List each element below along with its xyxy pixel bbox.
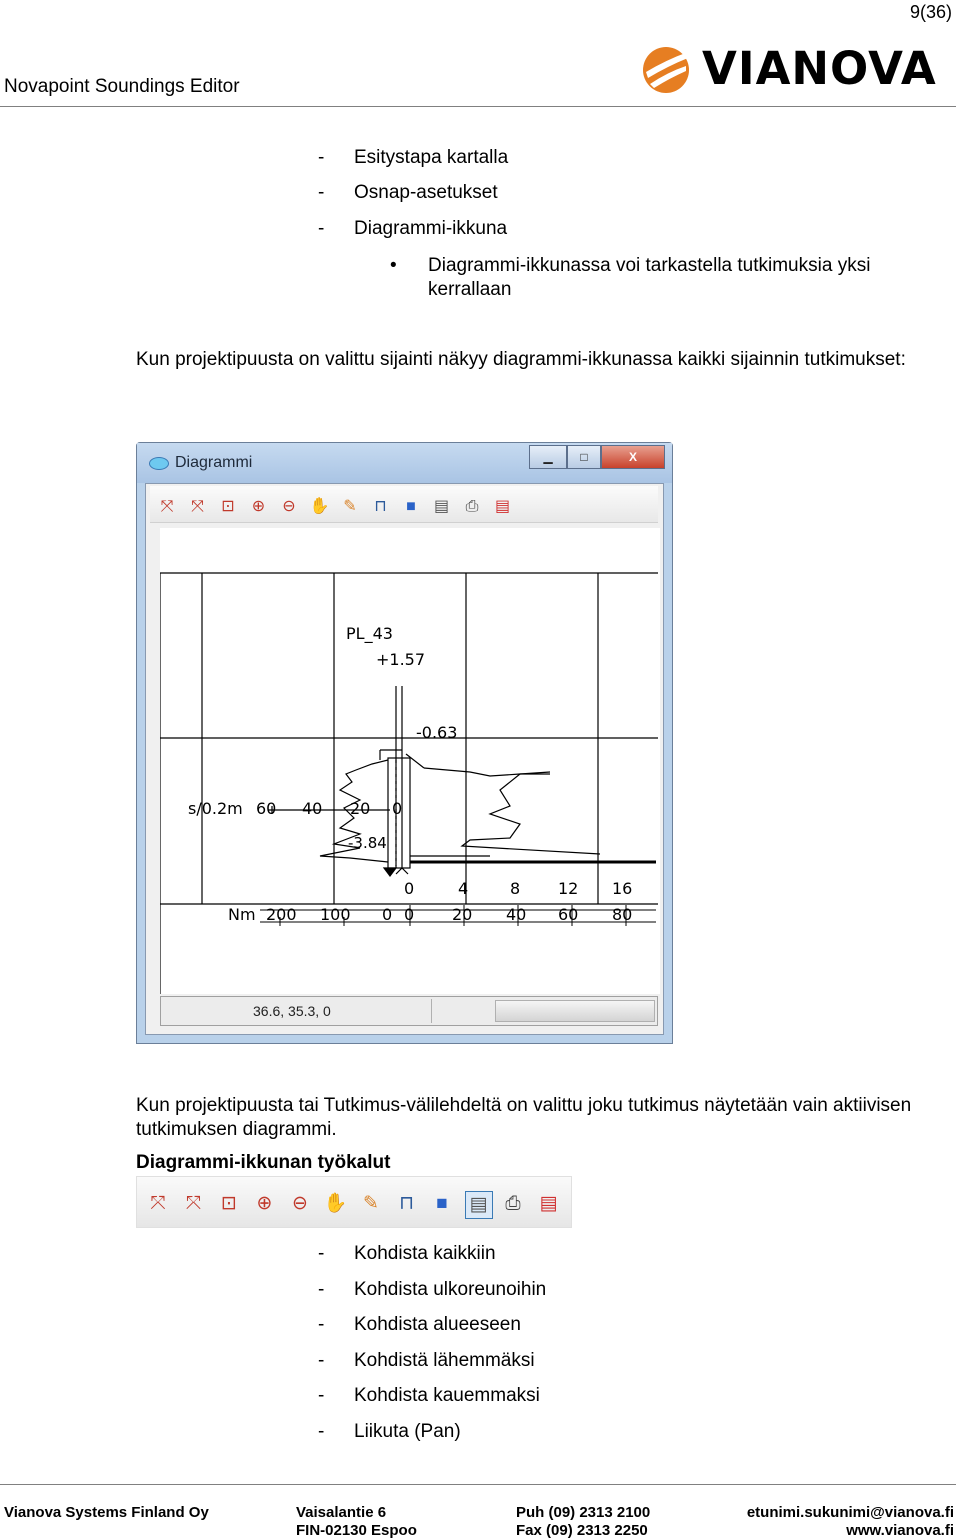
- footer-contact: etunimi.sukunimi@vianova.fi www.vianova.fi: [746, 1504, 954, 1539]
- window-title-bar[interactable]: [137, 443, 672, 483]
- print-icon: ⎙: [505, 1193, 521, 1214]
- fit-extents-icon[interactable]: ⤧: [191, 498, 204, 515]
- bottom-axis-tick-label: 40: [506, 905, 527, 924]
- scale-icon[interactable]: ⊓: [374, 498, 387, 515]
- pan-hand-icon[interactable]: ✋: [309, 498, 330, 515]
- logo-text: VIANOVA: [702, 42, 937, 95]
- window-client: [145, 483, 664, 1035]
- left-tick-label: 0: [392, 799, 403, 818]
- nm-tick-label: 100: [320, 905, 351, 924]
- brush-icon[interactable]: ✎: [343, 498, 357, 515]
- window-icon: ▤: [465, 1191, 493, 1219]
- point-name-label: PL_43: [346, 624, 393, 643]
- pdf-icon: ▤: [539, 1193, 558, 1214]
- bottom-axis-tick-label: 0: [404, 905, 415, 924]
- status-progress-panel: [495, 1000, 655, 1022]
- footer-address: Vaisalantie 6 FIN-02130 Espoo: [296, 1504, 417, 1539]
- color-icon: ■: [436, 1193, 448, 1214]
- left-tick-label: 20: [350, 799, 371, 818]
- zoom-in-icon: ⊕: [256, 1193, 273, 1214]
- footer-company: Vianova Systems Finland Oy: [4, 1504, 209, 1521]
- bottom-level-label: -3.84: [348, 834, 387, 852]
- tools-toolbar-image: [136, 1176, 572, 1228]
- mid-level-label: -0.63: [416, 723, 458, 742]
- close-button[interactable]: X: [601, 445, 665, 469]
- page-number: 9(36): [909, 2, 952, 22]
- top-axis-tick-label: 8: [510, 879, 521, 898]
- bottom-axis-tick-label: 20: [452, 905, 473, 924]
- minimize-button[interactable]: ▁: [529, 445, 567, 469]
- left-tick-label: 60: [256, 799, 277, 818]
- left-tick-label: 40: [302, 799, 323, 818]
- maximize-button[interactable]: □: [567, 445, 601, 469]
- fit-all-icon[interactable]: ⤧: [160, 498, 174, 515]
- status-separator: [431, 999, 432, 1023]
- top-axis-tick-label: 0: [404, 879, 415, 898]
- diagram-window: [136, 442, 673, 1044]
- pdf-icon[interactable]: ▤: [494, 498, 511, 515]
- document-title: Novapoint Soundings Editor: [4, 76, 240, 97]
- window-icon[interactable]: ▤: [433, 498, 450, 515]
- fit-extents-icon: ⤧: [185, 1193, 202, 1214]
- vianova-logo: [642, 42, 954, 96]
- nm-tick-label: 200: [266, 905, 297, 924]
- zoom-window-icon: ⊡: [221, 1193, 237, 1214]
- window-title: Diagrammi: [175, 454, 253, 471]
- section-heading: Diagrammi-ikkunan työkalut: [136, 1152, 391, 1173]
- pan-hand-icon: ✋: [323, 1193, 348, 1214]
- header-divider: [0, 106, 956, 107]
- fit-all-icon: ⤧: [150, 1193, 166, 1214]
- zoom-out-icon[interactable]: ⊖: [282, 498, 296, 515]
- zoom-out-icon: ⊖: [292, 1193, 308, 1214]
- top-axis-tick-label: 4: [458, 879, 469, 898]
- window-icon: [149, 457, 169, 470]
- zoom-window-icon[interactable]: ⊡: [221, 498, 235, 515]
- cursor-coordinates: 36.6, 35.3, 0: [253, 1003, 331, 1019]
- paragraph: Kun projektipuusta tai Tutkimus-välilehdeltä on valittu joku tutkimus näytetään vain aktiivisen tutkimuksen diagrammi.: [136, 1095, 912, 1140]
- scale-icon: ⊓: [399, 1193, 414, 1214]
- brush-icon: ✎: [363, 1193, 379, 1214]
- color-icon[interactable]: ■: [406, 498, 416, 515]
- top-axis-tick-label: 12: [558, 879, 579, 898]
- footer-divider: [0, 1484, 956, 1485]
- bottom-axis-tick-label: 60: [558, 905, 579, 924]
- print-icon[interactable]: ⎙: [465, 498, 479, 515]
- footer-phone: Puh (09) 2313 2100 Fax (09) 2313 2250: [516, 1504, 651, 1539]
- nm-axis-label: Nm: [228, 905, 256, 924]
- diagram-toolbar: [150, 486, 658, 523]
- status-bar: [160, 996, 658, 1026]
- left-axis-label: s/0.2m: [188, 799, 243, 818]
- logo-mark-icon: [642, 42, 692, 96]
- diagram-canvas[interactable]: [160, 528, 660, 994]
- paragraph: Kun projektipuusta on valittu sijainti näkyy diagrammi-ikkunassa kaikki sijainnin tutkimukset:: [136, 349, 906, 370]
- nm-tick-label: 0: [382, 905, 393, 924]
- top-level-label: +1.57: [376, 650, 426, 669]
- top-axis-tick-label: 16: [612, 879, 633, 898]
- bottom-axis-tick-label: 80: [612, 905, 633, 924]
- zoom-in-icon[interactable]: ⊕: [251, 498, 266, 515]
